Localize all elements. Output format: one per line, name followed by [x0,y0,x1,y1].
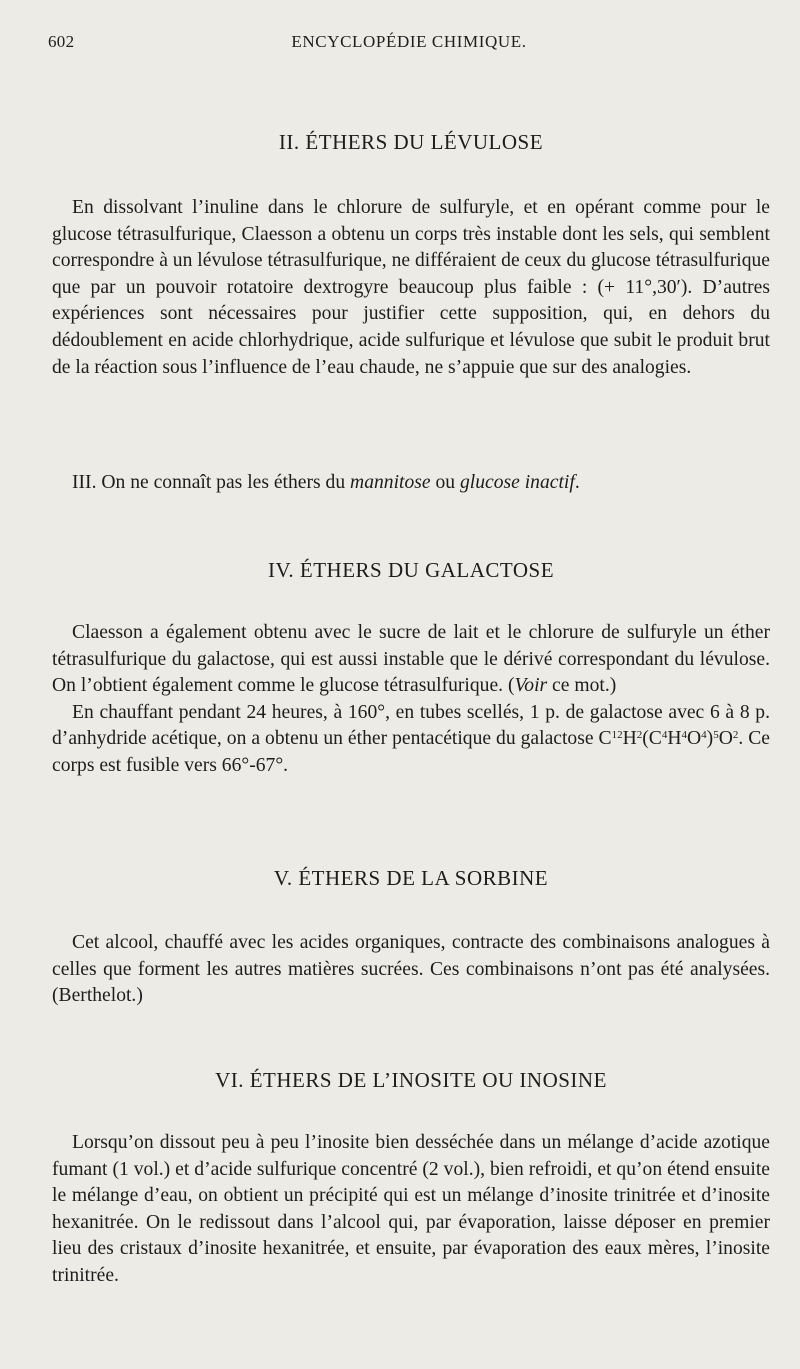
text-run: . Ce corps est fusible vers 66°-67°. [52,728,771,776]
text-run: En chauffant pendant 24 heures, à 160°, en tubes scellés, 1 p. de galactose avec 6 à 8 p. d’anhydride acétique, on a obtenu un éther pentacétique du galactose [52,701,770,750]
text-run: III. On ne connaît pas les éthers du [72,472,351,493]
section-title: IV. ÉTHERS DU GALACTOSE [267,558,555,582]
italic-term: mannitose [350,472,431,493]
page-number: 602 [48,32,75,51]
section-ethers-levulose [52,130,770,155]
section-ethers-levulose-body [52,195,770,381]
section-title: V. ÉTHERS DE LA SORBINE [273,866,549,890]
paragraph: Lorsqu’on dissout peu à peu l’inosite bien desséchée dans un mélange d’acide azotique fumant (1 vol.) et d’acide sulfurique concentré (2 vol.), bien refroidi, et qu’on étend ensuite le mélange d’eau, on obtient un précipité qui est un mélange d’inosite trinitrée et d’inosite hexanitrée. On le redissout dans l’alcool qui, par évaporation, laisse déposer en premier lieu des cristaux d’inosite hexanitrée, et ensuite, par évaporation des eaux mères, l’inosite trinitrée. [52,1132,770,1286]
section-title: VI. ÉTHERS DE L’INOSITE OU INOSINE [215,1068,607,1092]
page-header [48,32,770,56]
paragraph [52,700,770,780]
italic-term: glucose inactif [459,472,575,493]
section-ethers-inosite [52,1068,770,1093]
section-ethers-inosite-body [52,1130,770,1290]
section-ethers-mannitose [52,470,770,497]
section-ethers-galactose-body [52,620,770,780]
italic-term: Voir [514,675,548,697]
chemical-formula: $C^{12}H^2(C^4H^4O^4)^5O^2$ [598,728,739,750]
paragraph [52,470,770,497]
text-run: ou [430,472,460,493]
paragraph: Cet alcool, chauffé avec les acides organiques, contracte des combinaisons analogues à celles que forment les autres matières sucrées. Ces combinaisons n’ont pas été analysées. (Berthelot.) [52,932,770,1007]
paragraph [52,620,770,700]
paragraph: En dissolvant l’inuline dans le chlorure de sulfuryle, et en opérant comme pour le glucose tétrasulfurique, Claesson a obtenu un corps très instable dont les sels, qui semblent correspondre à un lévulose tétrasulfurique, ne différaient de ceux du glucose tétrasulfurique que par un pouvoir rotatoire dextrogyre beaucoup plus faible : (+ 11°,30′). D’autres expériences sont nécessaires pour justifier cette supposition, qui, en dehors du dédoublement en acide chlorhydrique, acide sulfurique et lévulose que subit le produit brut de la réaction sous l’influence de l’eau chaude, ne s’appuie que sur des analogies. [52,197,770,378]
text-run: ce mot.) [547,675,617,697]
section-ethers-galactose [52,558,770,583]
section-ethers-sorbine-body [52,930,770,1010]
running-head: ENCYCLOPÉDIE CHIMIQUE. [291,32,527,51]
section-ethers-sorbine [52,866,770,891]
text-run: Claesson a également obtenu avec le sucre de lait et le chlorure de sulfuryle un éther tétrasulfurique du galactose, qui est aussi instable que le dérivé correspondant du lévulose. On l’obtient également comme le glucose tétrasulfurique. ( [52,622,770,697]
text-run: . [574,472,580,493]
section-title: II. ÉTHERS DU LÉVULOSE [278,130,544,154]
